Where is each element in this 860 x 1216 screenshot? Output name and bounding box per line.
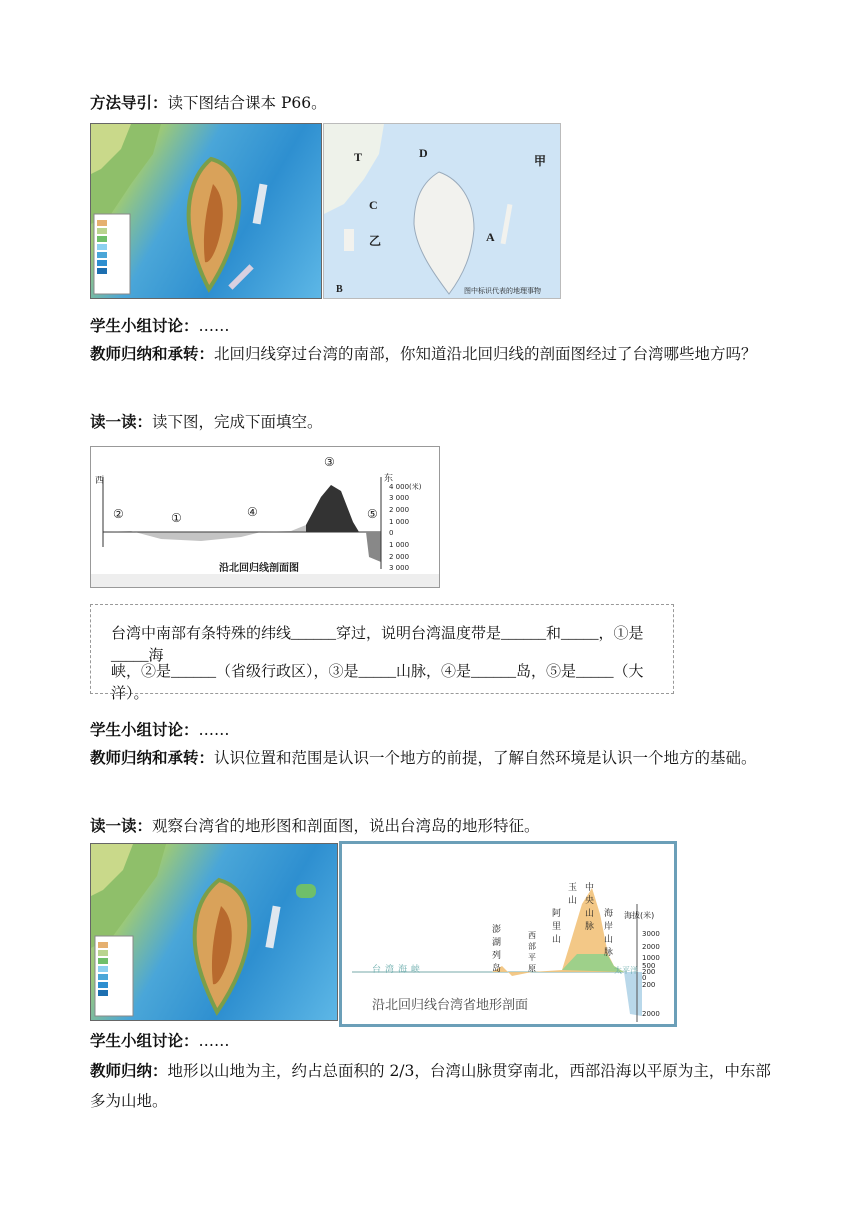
student-discussion-1-text: …… (198, 317, 230, 335)
profile1-tick: 1 000 (389, 541, 410, 549)
read-instruction-1-text: 读下图，完成下面填空。 (152, 413, 323, 431)
read-instruction-2-text: 观察台湾省的地形图和剖面图，说出台湾岛的地形特征。 (152, 817, 540, 835)
profile2-label-central-range: 中央山脉 (585, 883, 595, 932)
teacher-summary-1-text: 北回归线穿过台湾的南部，你知道沿北回归线的剖面图经过了台湾哪些地方吗？ (214, 345, 757, 363)
read-instruction-2 (90, 811, 780, 841)
read-instruction-2-label: 读一读： (90, 817, 153, 835)
map-letter-A: A (486, 230, 495, 244)
profile1-marker-4: ④ (247, 505, 258, 519)
profile1-tick: 3 000 (389, 494, 410, 502)
teacher-summary-2-label: 教师归纳和承转： (90, 749, 215, 767)
profile2-tick: 3000 (642, 930, 660, 938)
teacher-summary-1 (90, 339, 780, 369)
profile2-tick: 500 (642, 962, 656, 970)
profile2-label-yushan: 玉山 (568, 883, 578, 906)
profile2-label-coastal-range: 海岸山脉 (604, 909, 614, 958)
student-discussion-3-label: 学生小组讨论： (90, 1032, 199, 1050)
teacher-conclusion-text: 地形以山地为主，约占总面积的 2/3，台湾山脉贯穿南北，西部沿海以平原为主，中东部多为山地。 (90, 1062, 771, 1110)
taiwan-relief-map (90, 123, 322, 299)
student-discussion-2-text: …… (198, 721, 230, 739)
map-letter-yi: 乙 (369, 234, 382, 248)
teacher-summary-2 (90, 743, 780, 773)
profile1-west: 西 (95, 476, 105, 486)
fill-in-blank-box (90, 604, 674, 702)
map-letter-C: C (369, 198, 378, 212)
tropic-profile-diagram (90, 446, 440, 588)
map-caption: 图中标识代表的地理事物 (464, 287, 541, 295)
profile1-tick: 2 000 (389, 553, 410, 561)
profile2-tick: 200 (642, 968, 656, 976)
profile1-east: 东 (384, 474, 394, 484)
method-guide-text: 读下图结合课本 P66。 (167, 94, 327, 112)
profile2-label-west-plain: 西部平原 (528, 931, 536, 973)
teacher-conclusion (90, 1056, 780, 1116)
profile1-tick: 4 000(米) (389, 483, 422, 491)
teacher-conclusion-label: 教师归纳： (90, 1062, 168, 1080)
student-discussion-2-label: 学生小组讨论： (90, 721, 199, 739)
profile1-marker-1: ① (171, 511, 182, 525)
fill-line-2: 峡，②是______（省级行政区），③是_____山脉，④是______岛，⑤是_____（大洋）。 (111, 664, 644, 702)
taiwan-terrain-map (90, 843, 338, 1021)
profile1-tick: 3 000 (389, 564, 410, 572)
profile2-tick: 2000 (642, 943, 660, 951)
student-discussion-3-text: …… (198, 1032, 230, 1050)
taiwan-terrain-profile (339, 841, 677, 1027)
fill-line-1: 台湾中南部有条特殊的纬线______穿过，说明台湾温度带是______和_____，①是_____海 (111, 626, 644, 664)
profile2-label-strait: 台湾海峡 (372, 965, 425, 975)
profile2-axis-title: 海拔(米) (624, 911, 655, 920)
student-discussion-2 (90, 715, 780, 745)
profile2-tick: 0 (642, 974, 647, 982)
map-letter-B: B (336, 284, 343, 295)
student-discussion-1-label: 学生小组讨论： (90, 317, 199, 335)
taiwan-terrain-map-drawing (91, 844, 337, 1020)
method-guide-label: 方法导引： (90, 94, 168, 112)
profile1-tick: 0 (389, 529, 394, 537)
profile1-tick: 2 000 (389, 506, 410, 514)
student-discussion-1 (90, 311, 780, 341)
read-instruction-1-label: 读一读： (90, 413, 153, 431)
profile1-marker-2: ② (113, 507, 124, 521)
profile1-caption: 沿北回归线剖面图 (219, 563, 299, 574)
profile2-label-pacific: 太平洋 (614, 966, 638, 975)
profile1-marker-3: ③ (324, 455, 335, 469)
read-instruction-1 (90, 407, 780, 437)
profile1-marker-5: ⑤ (367, 507, 378, 521)
profile2-caption: 沿北回归线台湾省地形剖面 (372, 998, 529, 1013)
profile2-label-penghu: 澎湖列岛 (492, 925, 502, 974)
taiwan-relief-map-drawing (91, 124, 321, 298)
profile2-tick: 2000 (642, 1010, 660, 1018)
profile1-tick: 1 000 (389, 518, 410, 526)
student-discussion-3 (90, 1026, 780, 1056)
profile2-tick: 1000 (642, 954, 660, 962)
taiwan-letter-map (323, 123, 561, 299)
teacher-summary-2-text: 认识位置和范围是认识一个地方的前提，了解自然环境是认识一个地方的基础。 (214, 749, 757, 767)
profile2-tick: 200 (642, 981, 656, 989)
map-letter-jia: 甲 (534, 154, 547, 168)
method-guide-paragraph (90, 88, 780, 118)
profile2-label-alishan: 阿里山 (552, 909, 562, 945)
teacher-summary-1-label: 教师归纳和承转： (90, 345, 215, 363)
map-letter-D: D (419, 146, 428, 160)
map-letter-T: T (354, 150, 363, 164)
